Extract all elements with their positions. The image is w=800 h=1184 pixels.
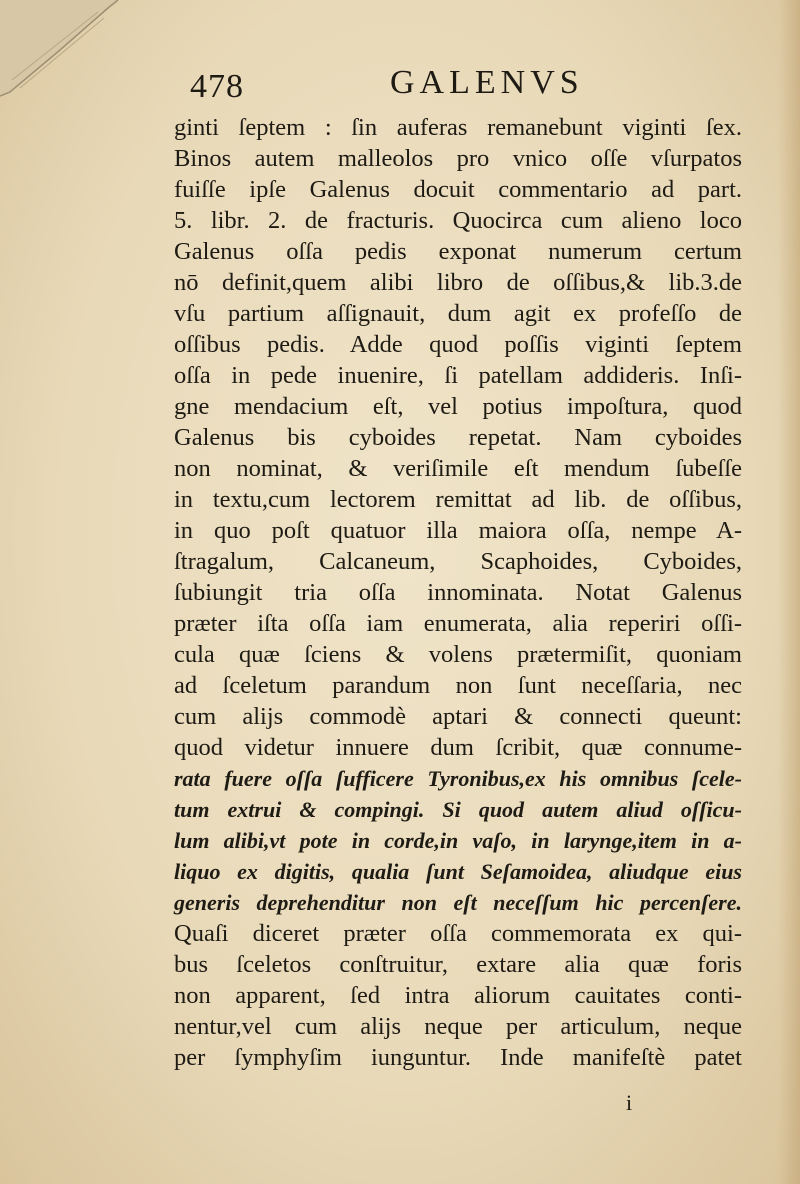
text-line: tum extrui & compingi. Si quod autem aliud oſſicu- xyxy=(174,797,742,822)
text-line: lum alibi,vt pote in corde,in vaſo, in larynge,item in a- xyxy=(174,828,742,853)
text-line: Galenus bis cyboides repetat. Nam cyboides xyxy=(174,424,742,451)
running-title: GALENVS xyxy=(390,64,584,101)
text-line: nō definit,quem alibi libro de oſſibus,& lib.3.de xyxy=(174,269,742,296)
body-text xyxy=(174,112,742,1073)
text-line: Binos autem malleolos pro vnico oſſe vſurpatos xyxy=(174,145,742,172)
text-line: liquo ex digitis, qualia ſunt Seſamoidea, aliudque eius xyxy=(174,859,742,884)
text-line: gne mendacium eſt, vel potius impoſtura, quod xyxy=(174,393,742,420)
text-line: per ſymphyſim iunguntur. Inde manifeſtè patet xyxy=(174,1044,742,1071)
text-line: vſu partium aſſignauit, dum agit ex profeſſo de xyxy=(174,300,742,327)
text-line: oſſibus pedis. Adde quod poſſis viginti ſeptem xyxy=(174,331,742,358)
page-number: 478 xyxy=(190,68,244,105)
text-line: ſtragalum, Calcaneum, Scaphoides, Cyboides, xyxy=(174,548,742,575)
page-edge-shadow xyxy=(778,0,800,1184)
text-line: generis deprehenditur non eſt neceſſum hic percenſere. xyxy=(174,890,742,915)
text-line: ad ſceletum parandum non ſunt neceſſaria, nec xyxy=(174,672,742,699)
text-line: ſubiungit tria oſſa innominata. Notat Galenus xyxy=(174,579,742,606)
text-line: in quo poſt quatuor illa maiora oſſa, nempe A- xyxy=(174,517,742,544)
page-header xyxy=(190,62,590,110)
text-line: cula quæ ſciens & volens prætermiſit, quoniam xyxy=(174,641,742,668)
text-line: non nominat, & veriſimile eſt mendum ſubeſſe xyxy=(174,455,742,482)
catchword: i xyxy=(626,1090,633,1115)
text-line: quod videtur innuere dum ſcribit, quæ connume- xyxy=(174,734,742,761)
text-line: Galenus oſſa pedis exponat numerum certum xyxy=(174,238,742,265)
text-line: non apparent, ſed intra aliorum cauitates conti- xyxy=(174,982,742,1009)
text-line: fuiſſe ipſe Galenus docuit commentario ad part. xyxy=(174,176,742,203)
text-line: 5. libr. 2. de fracturis. Quocirca cum alieno loco xyxy=(174,207,742,234)
text-line: bus ſceletos conſtruitur, extare alia quæ foris xyxy=(174,951,742,978)
folded-corner-mark xyxy=(0,0,130,110)
text-line: rata fuere oſſa ſufficere Tyronibus,ex his omnibus ſcele- xyxy=(174,766,742,791)
text-line: Quaſi diceret præter oſſa commemorata ex qui- xyxy=(174,920,742,947)
text-line: cum alijs commodè aptari & connecti queunt: xyxy=(174,703,742,730)
text-line: in textu,cum lectorem remittat ad lib. de oſſibus, xyxy=(174,486,742,513)
text-line: nentur,vel cum alijs neque per articulum, neque xyxy=(174,1013,742,1040)
text-line: oſſa in pede inuenire, ſi patellam addideris. Inſi- xyxy=(174,362,742,389)
text-line: ginti ſeptem : ſin auferas remanebunt viginti ſex. xyxy=(174,114,742,141)
text-line: præter iſta oſſa iam enumerata, alia reperiri oſſi- xyxy=(174,610,742,637)
